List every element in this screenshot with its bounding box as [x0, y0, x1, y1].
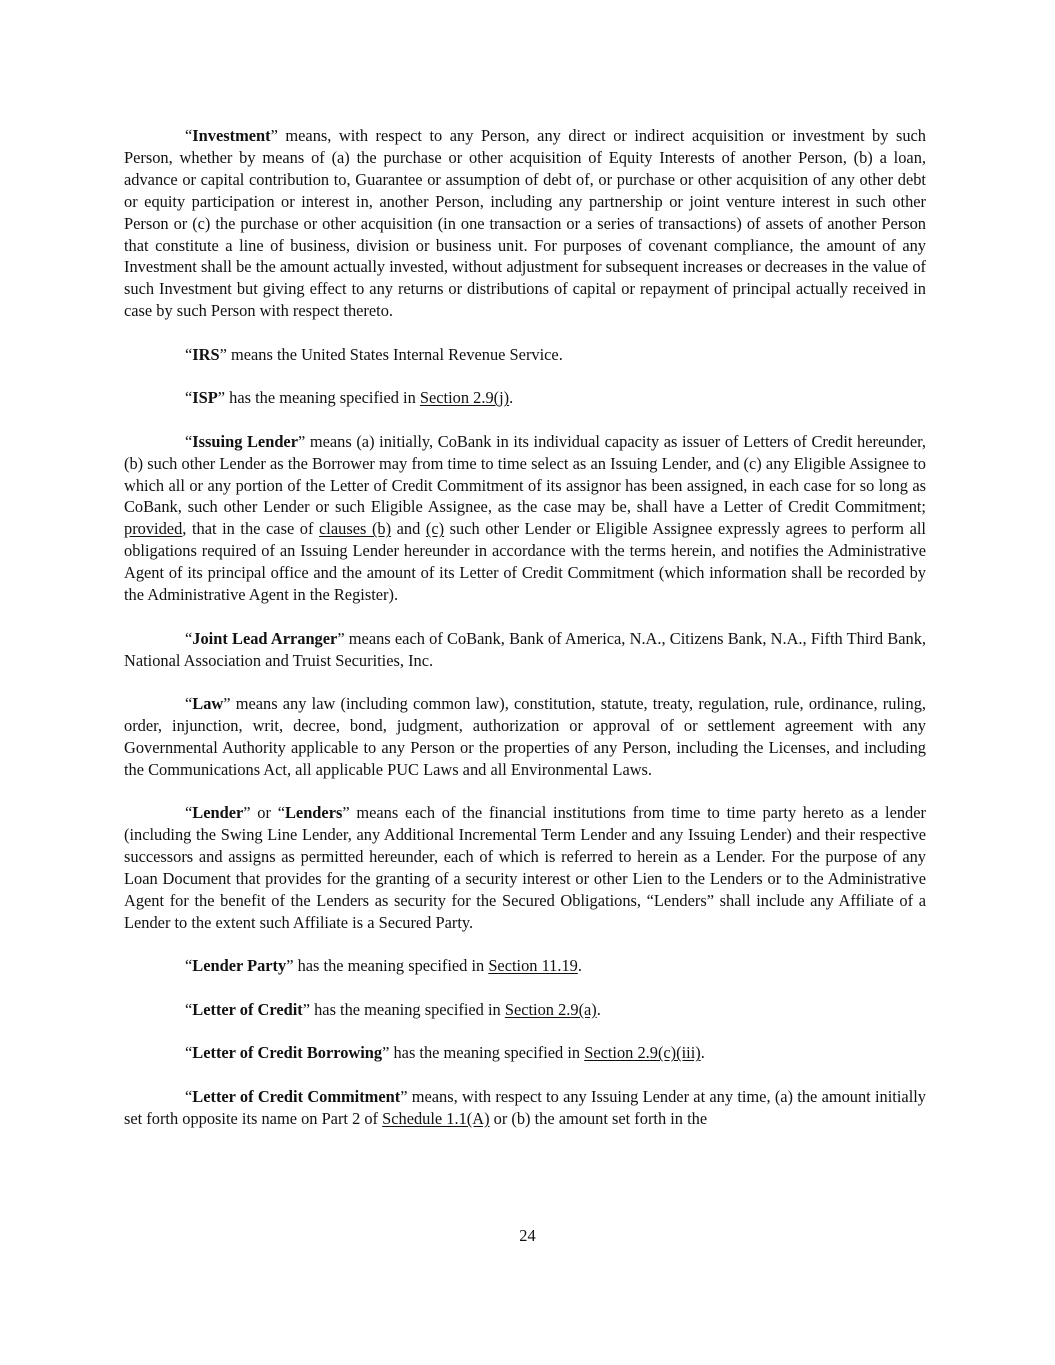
definition-isp	[124, 387, 926, 409]
defined-term: Lender Party	[192, 956, 287, 976]
definition-text: ” means each of CoBank, Bank of America, N.A., Citizens Bank, N.A., Fifth Third Bank, National Association and Truist Securities, Inc.	[124, 628, 926, 670]
cross-reference: Schedule 1.1(A)	[382, 1108, 490, 1128]
definition-text: such other Lender or Eligible Assignee expressly agrees to perform all obligations required of an Issuing Lender hereunder in accordance with the terms herein, and notifies the Administrative Agent of its principal office and the amount of its Letter of Credit Commitment (which information shall be recorded by the Administrative Agent in the Register).	[124, 519, 926, 605]
document-body	[124, 125, 926, 1151]
definition-letter-of-credit	[124, 999, 926, 1021]
cross-reference: (c)	[425, 519, 445, 539]
definition-law	[124, 693, 926, 781]
definition-investment	[124, 125, 926, 322]
definition-text: “	[185, 999, 193, 1019]
definition-text: .	[700, 1043, 705, 1063]
cross-reference: Section 11.19	[488, 956, 578, 976]
definition-text: “	[185, 431, 193, 451]
definition-issuing-lender	[124, 431, 926, 606]
cross-reference: provided	[124, 519, 183, 539]
definition-text: ” means, with respect to any Person, any direct or indirect acquisition or investment by such Person, whether by means of (a) the purchase or other acquisition of Equity Interests of another Person, (b) a loan, advance or capital contribution to, Guarantee or assumption of debt of, or purchase or other acquisition of any other debt or equity participation or interest in, another Person, including any partnership or joint venture interest in such other Person or (c) the purchase or other acquisition (in one transaction or a series of transactions) of assets of another Person that constitute a line of business, division or business unit. For purposes of covenant compliance, the amount of any Investment shall be the amount actually invested, without adjustment for subsequent increases or decreases in the value of such Investment but giving effect to any returns or distributions of capital or repayment of principal actually received in case by such Person with respect thereto.	[124, 126, 926, 321]
defined-term: Letter of Credit	[192, 999, 303, 1019]
cross-reference: Section 2.9(c)(iii)	[584, 1043, 701, 1063]
definition-lender-party	[124, 955, 926, 977]
definition-letter-of-credit-borrowing	[124, 1042, 926, 1064]
definition-irs	[124, 344, 926, 366]
definition-text: .	[577, 956, 582, 976]
definition-text: ” means the United States Internal Revenue Service.	[219, 344, 563, 364]
definition-text: .	[596, 999, 601, 1019]
definition-letter-of-credit-commitment	[124, 1086, 926, 1130]
cross-reference: clauses (b)	[319, 519, 392, 539]
definition-text: ” has the meaning specified in	[302, 999, 505, 1019]
definition-text: ” has the meaning specified in	[217, 388, 420, 408]
defined-term: Investment	[192, 126, 271, 145]
definition-text: ” means (a) initially, CoBank in its individual capacity as issuer of Letters of Credit hereunder, (b) such other Lender as the Borrower may from time to time select as an Issuing Lender, and (c) any Eligible Assignee to which all or any portion of the Letter of Credit Commitment of its assignor has been assigned, in each case for so long as CoBank, such other Lender or such Eligible Assignee, as the case may be, shall have a Letter of Credit Commitment;	[124, 431, 927, 517]
definition-text: “	[185, 344, 193, 364]
definition-text: “	[185, 126, 193, 145]
defined-term: Letter of Credit Borrowing	[192, 1043, 383, 1063]
definition-text: ” means any law (including common law), constitution, statute, treaty, regulation, rule, ordinance, ruling, order, injunction, writ, decree, bond, judgment, authorization or approval of or settlement agreement with any Governmental Authority applicable to any Person or the properties of any Person, including the Licenses, and including the Communications Act, all applicable PUC Laws and all Environmental Laws.	[124, 694, 926, 779]
definition-text: .	[509, 388, 514, 408]
cross-reference: Section 2.9(a)	[504, 999, 597, 1019]
definition-text: ” or “	[243, 803, 285, 823]
definition-text: ” has the meaning specified in	[286, 956, 489, 976]
definition-text: “	[185, 1086, 193, 1106]
defined-term: Lender	[192, 803, 244, 823]
definition-text: ” has the meaning specified in	[382, 1043, 585, 1063]
defined-term: Issuing Lender	[192, 431, 298, 451]
cross-reference: Section 2.9(j)	[419, 388, 510, 408]
definition-text: “	[185, 803, 193, 823]
page-number: 24	[519, 1226, 536, 1245]
defined-term: IRS	[192, 344, 220, 364]
defined-term: Lenders	[284, 803, 343, 823]
definition-text: or (b) the amount set forth in the	[489, 1108, 708, 1128]
definition-text: and	[391, 519, 426, 539]
definition-text: “	[185, 628, 193, 648]
definition-joint-lead-arranger	[124, 628, 926, 672]
definition-text: “	[185, 956, 193, 976]
defined-term: Letter of Credit Commitment	[192, 1086, 401, 1106]
defined-term: ISP	[192, 388, 218, 408]
defined-term: Joint Lead Arranger	[192, 628, 338, 648]
definition-text: “	[185, 388, 193, 408]
defined-term: Law	[192, 694, 224, 713]
definition-text: ” means each of the financial institutions from time to time party hereto as a lender (including the Swing Line Lender, any Additional Incremental Term Lender and any Issuing Lender) and their respective successors and assigns as permitted hereunder, each of which is referred to herein as a Lender. For the purpose of any Loan Document that provides for the granting of a security interest or other Lien to the Lenders or to the Administrative Agent for the benefit of the Lenders as security for the Secured Obligations, “Lenders” shall include any Affiliate of a Lender to the extent such Affiliate is a Secured Party.	[124, 803, 926, 932]
definition-text: “	[185, 1043, 193, 1063]
definition-text: “	[185, 694, 193, 713]
definition-lender	[124, 802, 926, 933]
definition-text: ” means, with respect to any Issuing Lender at any time, (a) the amount initially set forth opposite its name on Part 2 of	[124, 1086, 926, 1128]
definition-text: , that in the case of	[182, 519, 320, 539]
